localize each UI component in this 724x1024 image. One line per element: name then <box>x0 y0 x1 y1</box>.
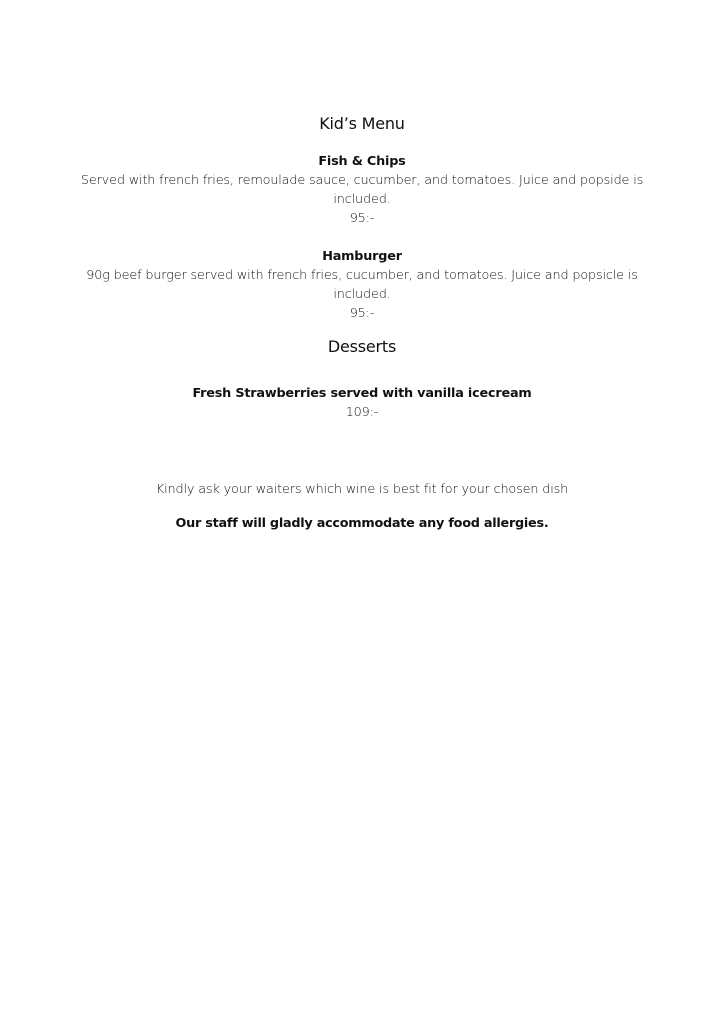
item-name: Fresh Strawberries served with vanilla icecream <box>192 386 532 401</box>
item-name: Fish & Chips <box>318 154 406 169</box>
wine-note: Kindly ask your waiters which wine is best fit for your chosen dish <box>155 482 569 497</box>
allergy-note: Our staff will gladly accommodate any food allergies. <box>175 516 549 531</box>
menu-item-hamburger <box>62 247 662 323</box>
item-price: 109:- <box>345 405 379 420</box>
menu-content <box>62 112 662 533</box>
item-description: Served with french fries, remoulade sauce, cucumber, and tomatoes. Juice and popside is included. <box>80 173 644 207</box>
kids-menu-title: Kid’s Menu <box>319 114 405 133</box>
item-description: 90g beef burger served with french fries, cucumber, and tomatoes. Juice and popsicle is included. <box>86 268 638 302</box>
desserts-title: Desserts <box>327 337 397 356</box>
dessert-item-strawberries <box>62 384 662 422</box>
menu-item-fish-chips <box>62 152 662 228</box>
item-price: 95:- <box>349 306 375 321</box>
item-name: Hamburger <box>322 249 402 264</box>
item-price: 95:- <box>349 211 375 226</box>
